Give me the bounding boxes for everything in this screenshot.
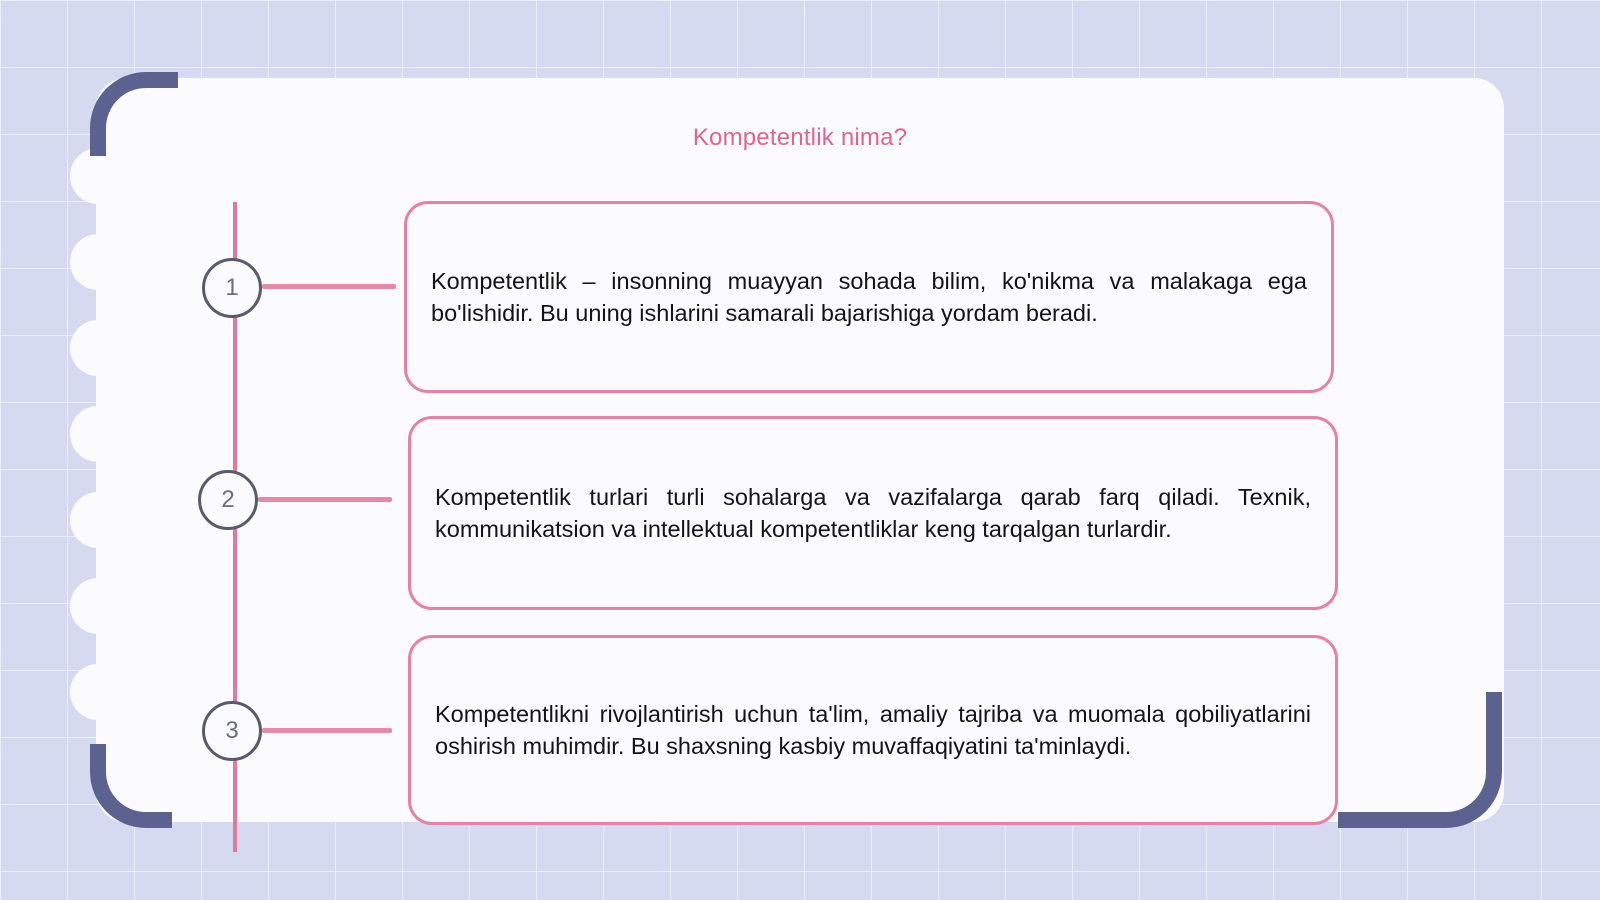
step-number-circle: 2 — [198, 470, 258, 530]
step-number-circle: 3 — [202, 701, 262, 761]
step-card-text: Kompetentlik – insonning muayyan sohada bilim, ko'nikma va malakaga ega bo'lishidir. Bu uning ishlarini samarali bajarishiga yordam beradi. — [431, 268, 1307, 326]
step-number-circle: 1 — [202, 258, 262, 318]
timeline-connector — [262, 284, 396, 289]
timeline-connector — [258, 497, 392, 502]
paper-notch — [70, 578, 126, 634]
paper-notch — [70, 492, 126, 548]
paper-notch — [70, 148, 126, 204]
paper-notch — [70, 406, 126, 462]
step-card-3 — [408, 635, 1338, 825]
step-card-text: Kompetentlikni rivojlantirish uchun ta'lim, amaliy tajriba va muomala qobiliyatlarini oshirish muhimdir. Bu shaxsning kasbiy muvaffaqiyatini ta'minlaydi. — [435, 701, 1311, 759]
step-card-2 — [408, 416, 1338, 610]
paper-notch — [70, 320, 126, 376]
step-card-1 — [404, 201, 1334, 393]
slide-title: Kompetentlik nima? — [692, 124, 908, 151]
corner-bracket-bottom-left — [90, 744, 172, 828]
paper-notch — [70, 234, 126, 290]
corner-bracket-bottom-right — [1338, 692, 1502, 828]
step-card-text: Kompetentlik turlari turli sohalarga va vazifalarga qarab farq qiladi. Texnik, kommunikatsion va intellektual kompetentliklar keng tarqalgan turlardir. — [435, 484, 1311, 542]
paper-notch — [70, 664, 126, 720]
timeline-connector — [262, 728, 392, 733]
